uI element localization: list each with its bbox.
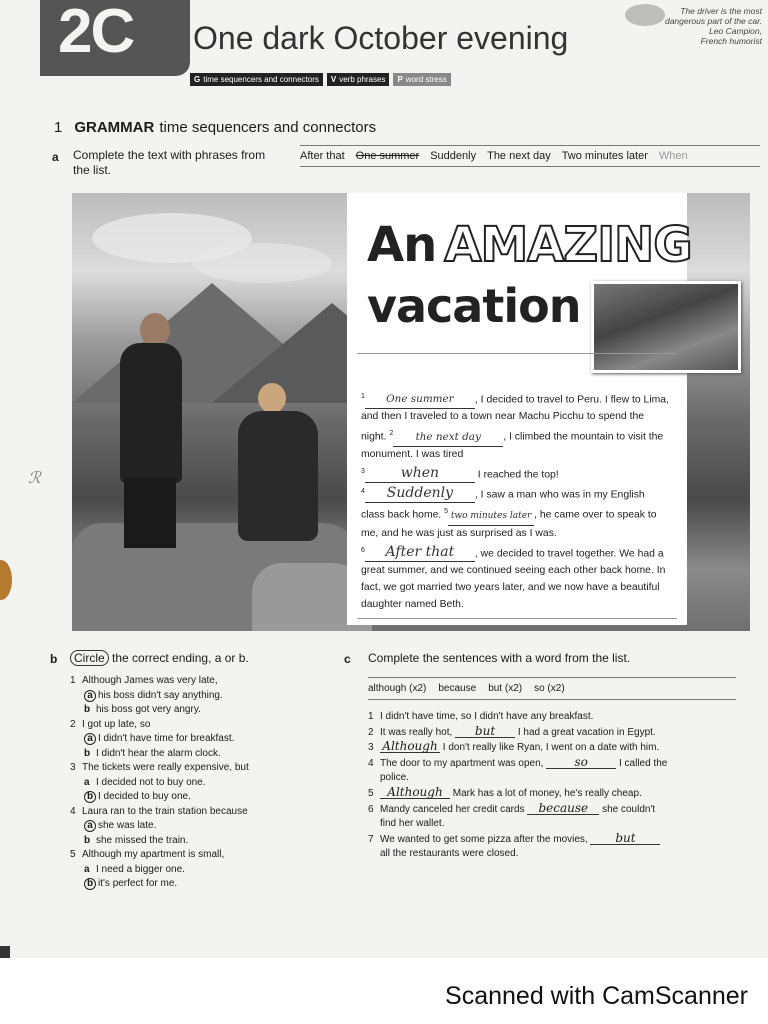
- quote: [612, 6, 762, 46]
- sentence-item: 4 The door to my apartment was open, so I called the: [368, 754, 668, 769]
- answer-blank[interactable]: because: [527, 802, 599, 815]
- camscanner-watermark: Scanned with CamScanner: [445, 982, 748, 1010]
- machu-picchu-photo: [591, 281, 741, 373]
- word-item: although (x2): [368, 683, 427, 694]
- word-item: so (x2): [534, 683, 565, 694]
- exercise-c-instruction: Complete the sentences with a word from the list.: [368, 651, 631, 665]
- option-a[interactable]: a his boss didn't say anything.: [70, 689, 330, 704]
- exercise-b-list: [70, 674, 330, 892]
- option-b[interactable]: b she missed the train.: [84, 834, 189, 846]
- word-item: because: [438, 683, 477, 694]
- exercise-b-instruction: Circle the correct ending, a or b.: [70, 651, 249, 665]
- lesson-title: One dark October evening: [193, 20, 569, 56]
- skill-tags: [190, 73, 451, 86]
- quote-author: Leo Campion,: [709, 26, 762, 36]
- word-list-a: [300, 145, 760, 167]
- option-a[interactable]: a I need a bigger one.: [84, 863, 185, 875]
- sentence-item: 7 We wanted to get some pizza after the movies, but: [368, 832, 748, 848]
- scan-footer: [0, 958, 768, 1024]
- option-a[interactable]: a I didn't have time for breakfast.: [70, 732, 330, 747]
- tag-vocabulary: V verb phrases: [327, 73, 390, 86]
- exercise-a-instruction: Complete the text with phrases from the list.: [73, 148, 266, 177]
- option-a[interactable]: a I decided not to buy one.: [84, 776, 206, 788]
- question-item: 2 I got up late, so: [70, 718, 151, 730]
- answer-6: After that: [365, 544, 475, 562]
- quote-line: The driver is the most: [680, 6, 762, 16]
- tag-grammar: G time sequencers and connectors: [190, 73, 323, 86]
- sentence-continuation: find her wallet.: [380, 818, 445, 830]
- sentence-continuation: all the restaurants were closed.: [380, 848, 519, 860]
- option-a[interactable]: a she was late.: [70, 819, 330, 834]
- answer-blank[interactable]: Although: [380, 740, 440, 753]
- question-item: 5 Although my apartment is small,: [70, 849, 225, 860]
- binder-tab: [0, 560, 12, 600]
- word-item: but (x2): [488, 683, 523, 694]
- page-corner-mark: [0, 946, 10, 958]
- word-list-c: [368, 677, 736, 700]
- exercise-c-label: c: [344, 652, 351, 666]
- answer-blank[interactable]: but: [590, 832, 660, 845]
- sentence-item: 6 Mandy canceled her credit cards because she couldn't: [368, 800, 656, 815]
- article-text: $^1$ One summer , I decided to travel to Peru. I flew to Lima, and then I traveled to a town near Machu Picchu to spend the night. $^2$ the next day , I climbed the mountain to visit the monument. I was tired $^3$ when I reached the top! $^4$ Suddenly , I saw a man who was in my English class back home. $^5$ two minutes later , he came over to speak to me, and he was just as surprised as I was. $^6$ After that , we decided to travel together. We had a great summer, and we continued seeing each other back home. In fact, we got married two years later, and we now have a beautiful daughter named Beth.: [361, 393, 669, 610]
- answer-4: Suddenly: [365, 485, 475, 503]
- article-card: [347, 193, 692, 625]
- answer-blank[interactable]: so: [546, 756, 616, 769]
- option-b[interactable]: b his boss got very angry.: [84, 704, 201, 715]
- quote-line: dangerous part of the car.: [664, 16, 762, 26]
- word-item: Suddenly: [430, 150, 477, 162]
- article-title: An AMAZING: [367, 217, 692, 273]
- sentence-continuation: police.: [380, 772, 409, 784]
- tag-pronunciation: P word stress: [393, 73, 450, 86]
- word-item: When: [658, 150, 688, 162]
- question-item: 3 The tickets were really expensive, but: [70, 762, 249, 773]
- example-answer: so: [460, 711, 472, 722]
- margin-scribble: ℛ: [28, 468, 41, 487]
- quote-author-desc: French humorist: [700, 36, 762, 46]
- question-item: 4 Laura ran to the train station because: [70, 805, 248, 817]
- divider: [357, 618, 677, 619]
- word-item-crossed: One summer: [355, 150, 420, 162]
- sentence-item: 1 I didn't have time, so I didn't have any breakfast.: [368, 711, 594, 722]
- exercise-b-label: b: [50, 652, 58, 666]
- option-b[interactable]: b it's perfect for me.: [70, 877, 330, 892]
- sentence-item: 2 It was really hot, but I had a great vacation in Egypt.: [368, 723, 656, 738]
- word-item: After that: [300, 150, 345, 162]
- option-b[interactable]: b I didn't hear the alarm clock.: [84, 747, 221, 759]
- sentence-item: 5 Although Mark has a lot of money, he's really cheap.: [368, 784, 642, 799]
- answer-blank[interactable]: Although: [380, 786, 450, 799]
- answer-5: two minutes later: [448, 508, 534, 526]
- word-item: The next day: [487, 150, 551, 162]
- option-b[interactable]: b I decided to buy one.: [70, 790, 330, 805]
- exercise-a-label: a: [52, 150, 59, 164]
- question-item: 1 Although James was very late,: [70, 675, 218, 686]
- section-heading: 1 GRAMMAR time sequencers and connectors: [54, 119, 377, 136]
- answer-1: One summer: [365, 391, 475, 409]
- divider: [357, 353, 677, 354]
- lesson-number: 2C: [58, 0, 134, 66]
- answer-blank[interactable]: but: [455, 725, 515, 738]
- article-title-line2: vacation: [367, 279, 581, 333]
- exercise-c-list: [368, 710, 748, 862]
- word-item: Two minutes later: [561, 150, 648, 162]
- sentence-item: 3 Although I don't really like Ryan, I went on a date with him.: [368, 739, 660, 754]
- answer-2: the next day: [393, 429, 503, 447]
- answer-3: when: [365, 465, 475, 483]
